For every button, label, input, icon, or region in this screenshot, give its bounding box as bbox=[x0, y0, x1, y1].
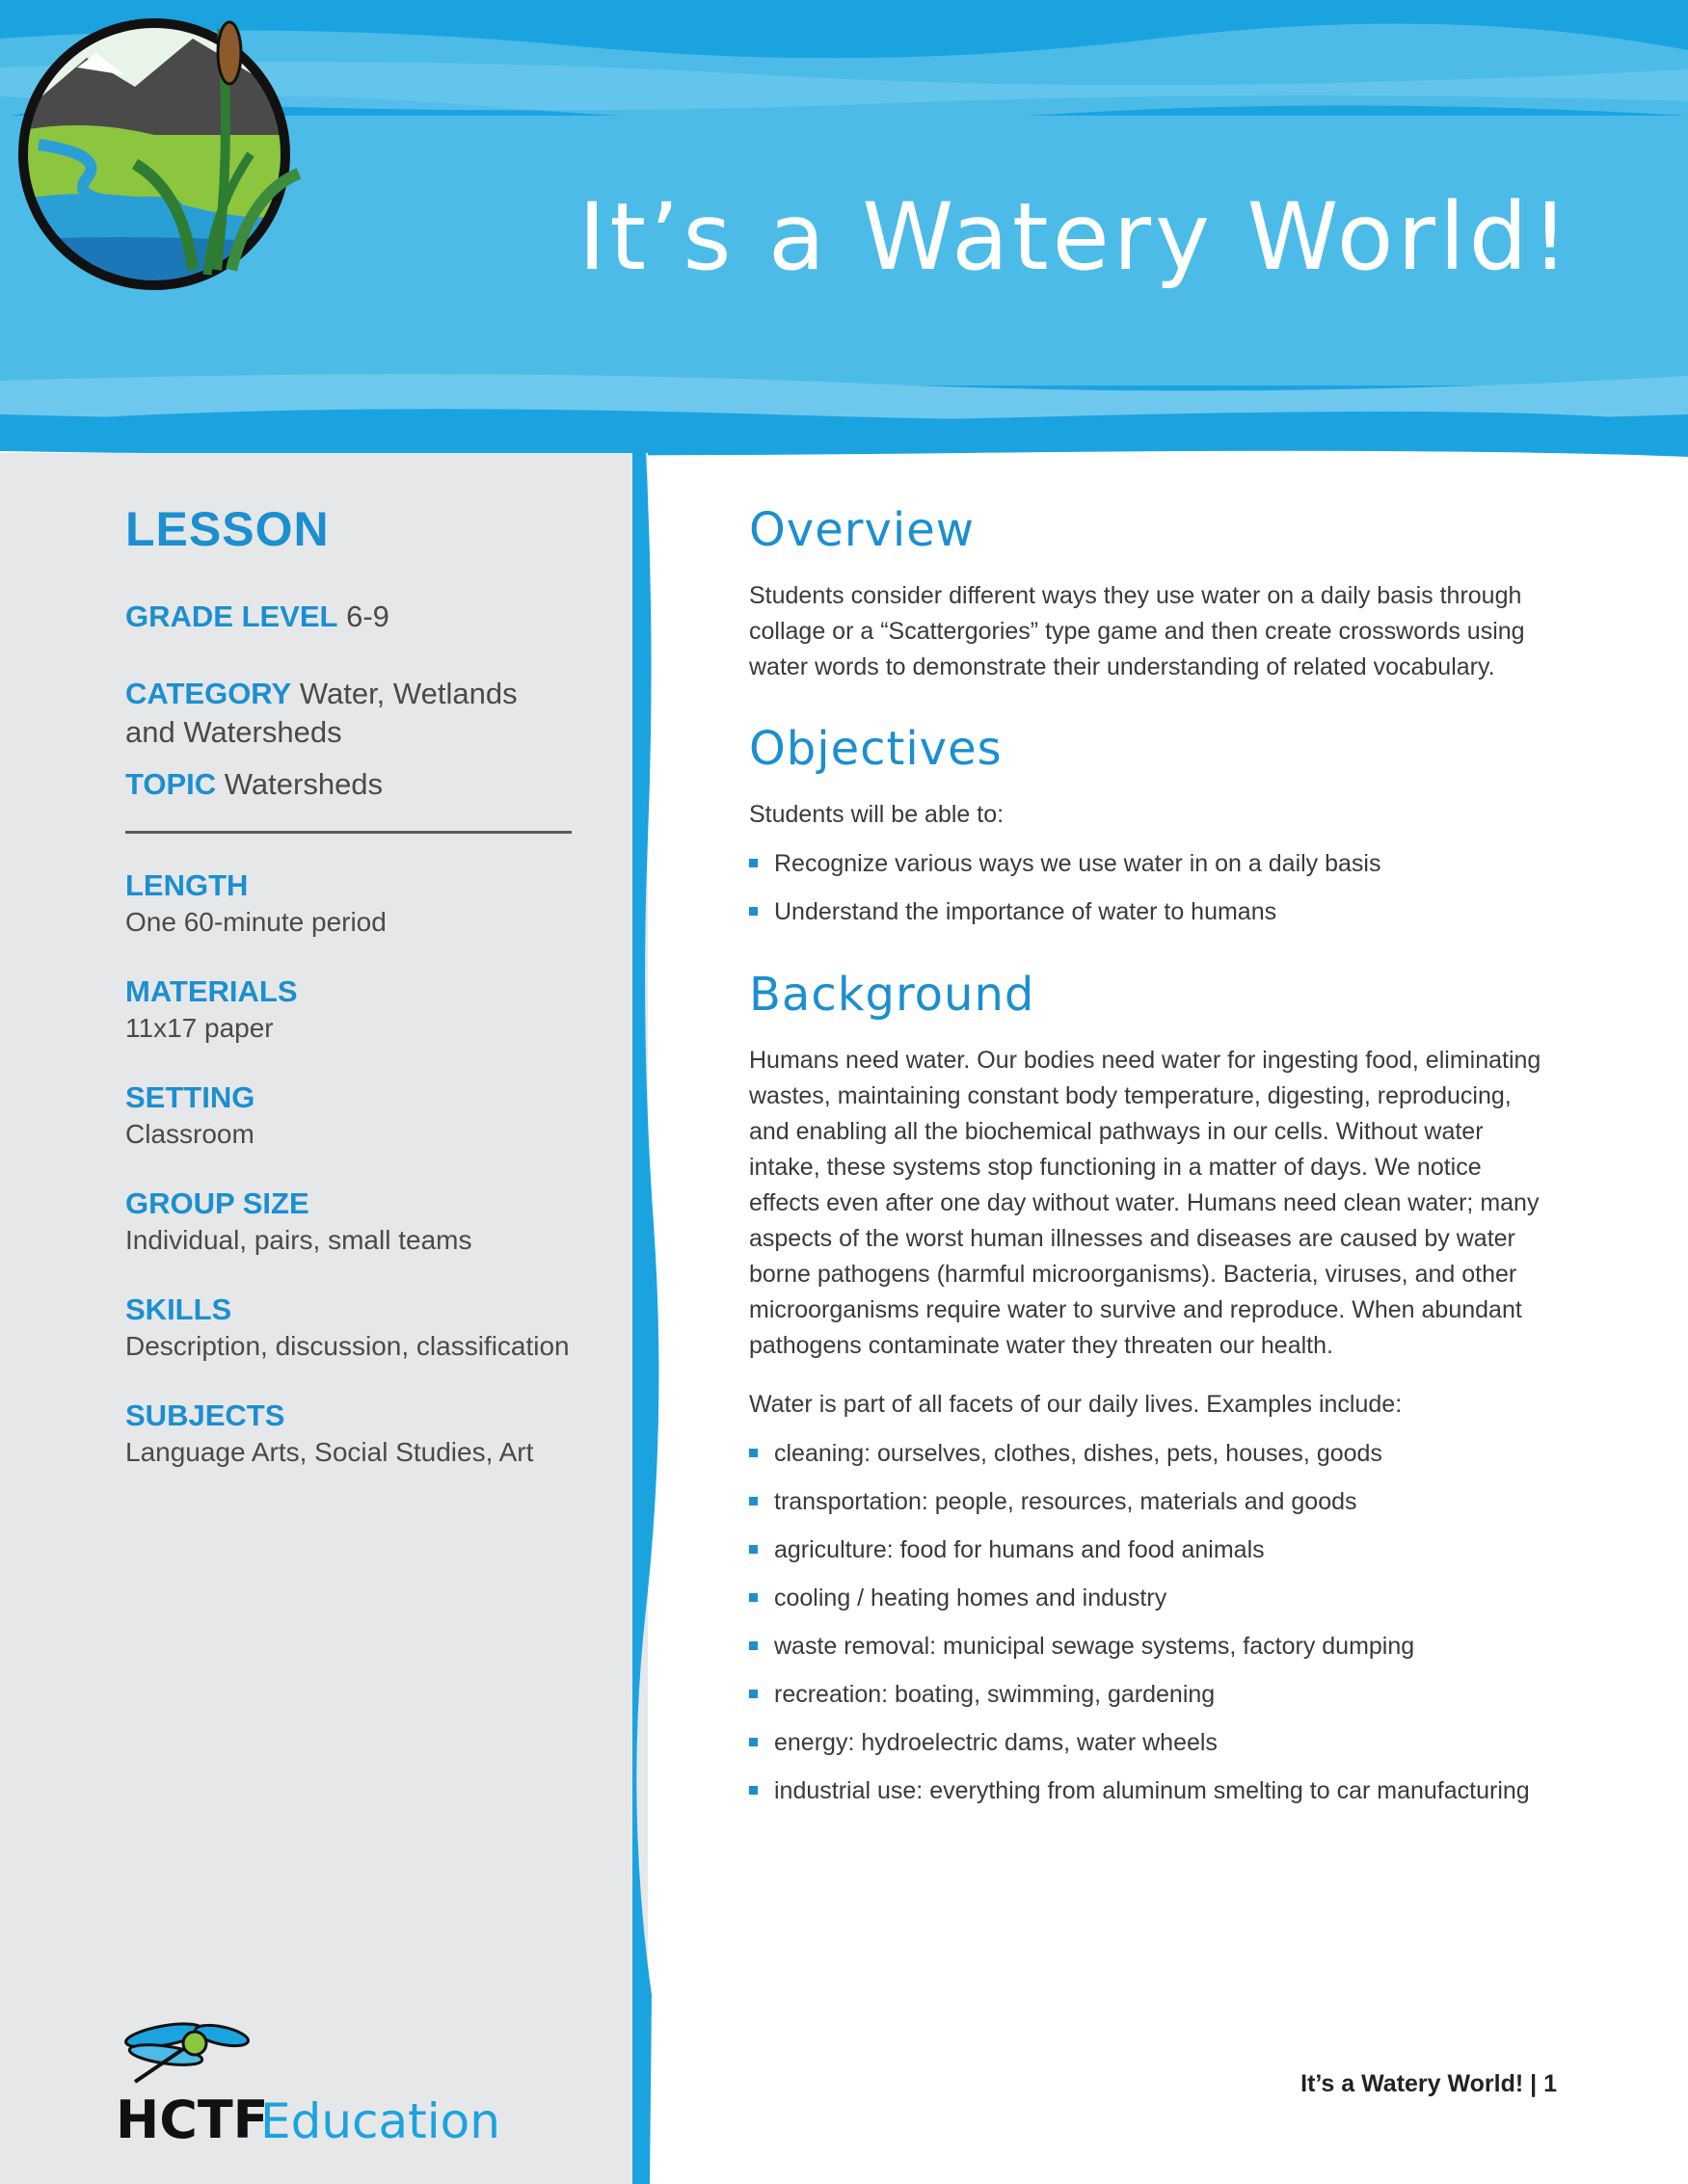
bullet-icon bbox=[749, 1545, 758, 1554]
list-item-text: industrial use: everything from aluminum smelting to car manufacturing bbox=[774, 1777, 1530, 1804]
list-item-text: cleaning: ourselves, clothes, dishes, pets, houses, goods bbox=[774, 1440, 1382, 1467]
text-line: Humans need water. Our bodies need water for ingesting food, eliminating bbox=[749, 1047, 1541, 1074]
list-item-text: cooling / heating homes and industry bbox=[774, 1585, 1167, 1611]
detail-setting bbox=[125, 1080, 578, 1152]
category-label: CATEGORY bbox=[125, 677, 292, 710]
header-banner bbox=[0, 0, 1688, 463]
list-item bbox=[749, 1436, 1578, 1472]
category-value-line2: and Watersheds bbox=[125, 715, 342, 749]
text-line: effects even after one day without water. Humans need clean water; many bbox=[749, 1189, 1540, 1216]
bullet-icon bbox=[749, 1690, 758, 1698]
brand-text-education: Education bbox=[260, 2093, 500, 2149]
category-value-line1: Water, Wetlands bbox=[299, 677, 518, 710]
detail-label: LENGTH bbox=[125, 868, 249, 902]
bullet-icon bbox=[749, 1641, 758, 1650]
lesson-details bbox=[125, 501, 578, 1470]
topic-value: Watersheds bbox=[224, 767, 384, 801]
overview-text bbox=[749, 578, 1578, 685]
text-line: intake, these systems stop functioning in a matter of days. We notice bbox=[749, 1154, 1482, 1181]
detail-group-size bbox=[125, 1186, 578, 1258]
detail-value: Language Arts, Social Studies, Art bbox=[125, 1437, 534, 1467]
detail-skills bbox=[125, 1292, 578, 1364]
text-line: and enabling all the biochemical pathways in our cells. Without water bbox=[749, 1118, 1484, 1145]
main-content bbox=[749, 501, 1578, 1822]
bullet-icon bbox=[749, 859, 758, 867]
detail-label: SUBJECTS bbox=[125, 1398, 285, 1432]
list-item bbox=[749, 1532, 1578, 1568]
list-item bbox=[749, 846, 1578, 882]
watershed-logo-icon bbox=[0, 0, 328, 289]
category bbox=[125, 675, 578, 752]
detail-value: Classroom bbox=[125, 1119, 255, 1149]
overview-heading: Overview bbox=[749, 503, 975, 557]
grade-level-value: 6-9 bbox=[346, 599, 389, 633]
text-line: water words to demonstrate their understanding of related vocabulary. bbox=[749, 653, 1495, 680]
brand-text-hctf: HCTF bbox=[116, 2090, 269, 2150]
bullet-icon bbox=[749, 1786, 758, 1795]
list-item-text: Understand the importance of water to humans bbox=[774, 898, 1277, 925]
bullet-icon bbox=[749, 1593, 758, 1602]
background-intro2: Water is part of all facets of our daily lives. Examples include: bbox=[749, 1391, 1403, 1418]
text-line: wastes, maintaining constant body temperature, digesting, reproducing, bbox=[749, 1082, 1512, 1109]
text-line: pathogens contaminate water they threaten our health. bbox=[749, 1332, 1333, 1359]
list-item bbox=[749, 894, 1578, 930]
hctf-education-logo bbox=[116, 2014, 500, 2159]
list-item bbox=[749, 1725, 1578, 1761]
sidebar-blue-edge bbox=[632, 453, 671, 2184]
list-item-text: recreation: boating, swimming, gardening bbox=[774, 1681, 1216, 1708]
grade-level-label: GRADE LEVEL bbox=[125, 599, 338, 633]
text-line: borne pathogens (harmful microorganisms). Bacteria, viruses, and other bbox=[749, 1261, 1517, 1288]
grade-level bbox=[125, 598, 578, 636]
list-item bbox=[749, 1484, 1578, 1520]
list-item bbox=[749, 1581, 1578, 1616]
detail-label: SETTING bbox=[125, 1080, 255, 1114]
lesson-heading: LESSON bbox=[125, 502, 330, 556]
page-title: It’s a Watery World! bbox=[578, 183, 1573, 291]
bullet-icon bbox=[749, 1738, 758, 1746]
detail-label: GROUP SIZE bbox=[125, 1186, 309, 1220]
list-item-text: transportation: people, resources, materials and goods bbox=[774, 1488, 1357, 1515]
objectives-heading: Objectives bbox=[749, 722, 1003, 776]
list-item-text: Recognize various ways we use water in on a daily basis bbox=[774, 850, 1381, 877]
detail-materials bbox=[125, 974, 578, 1046]
background-heading: Background bbox=[749, 968, 1035, 1022]
bullet-icon bbox=[749, 1497, 758, 1505]
list-item bbox=[749, 1629, 1578, 1665]
text-line: collage or a “Scattergories” type game and then create crosswords using bbox=[749, 618, 1525, 645]
text-line: microorganisms require water to survive and reproduce. When abundant bbox=[749, 1296, 1522, 1323]
list-item-text: agriculture: food for humans and food animals bbox=[774, 1536, 1265, 1563]
topic bbox=[125, 765, 578, 804]
detail-value: Description, discussion, classification bbox=[125, 1331, 570, 1361]
detail-length bbox=[125, 868, 578, 940]
detail-value: 11x17 paper bbox=[125, 1013, 274, 1043]
list-item bbox=[749, 1677, 1578, 1713]
detail-subjects bbox=[125, 1398, 578, 1470]
detail-label: SKILLS bbox=[125, 1292, 232, 1326]
objectives-list bbox=[749, 846, 1578, 930]
background-list bbox=[749, 1436, 1578, 1809]
objectives-intro: Students will be able to: bbox=[749, 801, 1005, 828]
bullet-icon bbox=[749, 907, 758, 916]
text-line: aspects of the worst human illnesses and diseases are caused by water bbox=[749, 1225, 1515, 1252]
dragonfly-icon bbox=[124, 2019, 250, 2082]
bullet-icon bbox=[749, 1449, 758, 1457]
sidebar-divider bbox=[125, 831, 572, 834]
detail-value: Individual, pairs, small teams bbox=[125, 1225, 472, 1255]
list-item-text: waste removal: municipal sewage systems, factory dumping bbox=[774, 1633, 1415, 1660]
list-item bbox=[749, 1773, 1578, 1809]
background-text bbox=[749, 1043, 1578, 1364]
page-footer: It’s a Watery World! | 1 bbox=[1300, 2070, 1557, 2097]
topic-label: TOPIC bbox=[125, 767, 217, 801]
detail-value: One 60-minute period bbox=[125, 907, 387, 937]
detail-label: MATERIALS bbox=[125, 974, 298, 1008]
text-line: Students consider different ways they use water on a daily basis through bbox=[749, 582, 1522, 609]
list-item-text: energy: hydroelectric dams, water wheels bbox=[774, 1729, 1218, 1756]
